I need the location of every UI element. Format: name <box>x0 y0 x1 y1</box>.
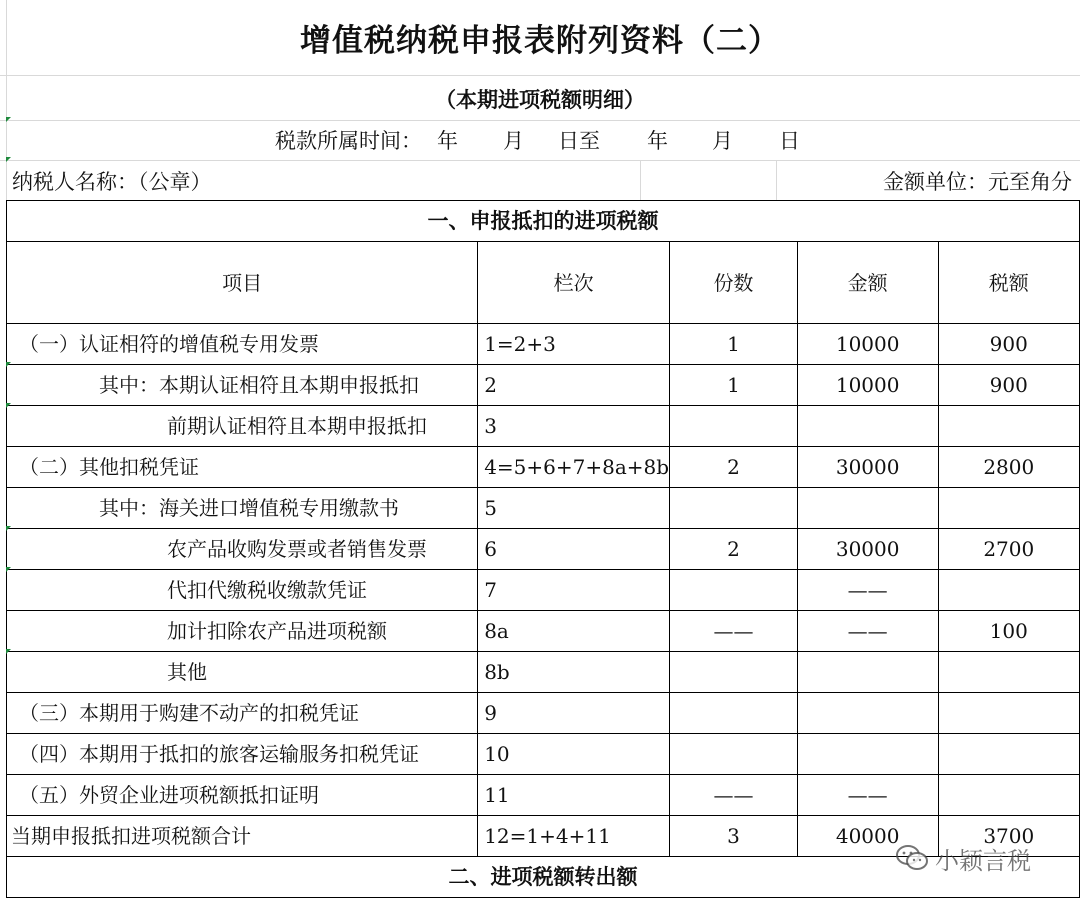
header-amount: 金额 <box>797 242 938 324</box>
row-line: 2 <box>478 365 670 406</box>
row-tax: 900 <box>938 365 1079 406</box>
row-tax <box>938 693 1079 734</box>
table-row <box>7 488 1080 529</box>
row-item: 其中：海关进口增值税专用缴款书 <box>7 488 478 529</box>
period-month-1: 月 <box>503 129 524 153</box>
row-line: 6 <box>478 529 670 570</box>
form-title: 增值税纳税申报表附列资料（二） <box>300 23 780 59</box>
row-line: 4=5+6+7+8a+8b <box>478 447 670 488</box>
watermark <box>895 840 1031 876</box>
row-line: 1=2+3 <box>478 324 670 365</box>
row-tax <box>938 488 1079 529</box>
row-amount: 30000 <box>797 447 938 488</box>
row-count: —— <box>670 775 798 816</box>
row-item: 其中：本期认证相符且本期申报抵扣 <box>7 365 478 406</box>
form-subtitle: （本期进项税额明细） <box>435 87 645 112</box>
row-count <box>670 488 798 529</box>
row-tax <box>938 734 1079 775</box>
period-year-1: 年 <box>437 129 458 153</box>
row-line: 8a <box>478 611 670 652</box>
row-amount: 10000 <box>797 365 938 406</box>
row-count <box>670 693 798 734</box>
row-line: 8b <box>478 652 670 693</box>
column-header-row <box>7 242 1080 324</box>
row-item: 前期认证相符且本期申报抵扣 <box>7 406 478 447</box>
row-amount: —— <box>797 611 938 652</box>
wechat-icon <box>895 844 929 872</box>
row-amount: 10000 <box>797 324 938 365</box>
row-item: （二）其他扣税凭证 <box>7 447 478 488</box>
row-count <box>670 652 798 693</box>
input-tax-table <box>6 200 1080 898</box>
row-amount <box>797 488 938 529</box>
period-day-to: 日至 <box>558 129 600 153</box>
period-label: 税款所属时间： <box>275 129 422 153</box>
table-row <box>7 324 1080 365</box>
row-count: 3 <box>670 816 798 857</box>
row-count: 2 <box>670 529 798 570</box>
header-tax: 税额 <box>938 242 1079 324</box>
row-amount: —— <box>797 775 938 816</box>
table-row <box>7 693 1080 734</box>
row-amount: 40000 <box>797 816 938 857</box>
row-count <box>670 734 798 775</box>
row-amount <box>797 693 938 734</box>
row-tax <box>938 406 1079 447</box>
row-count: 1 <box>670 365 798 406</box>
row-count: 1 <box>670 324 798 365</box>
watermark-text: 小颖言税 <box>935 846 1031 875</box>
row-item: 代扣代缴税收缴款凭证 <box>7 570 478 611</box>
row-item: 其他 <box>7 652 478 693</box>
row-count: —— <box>670 611 798 652</box>
table-row <box>7 365 1080 406</box>
row-amount <box>797 652 938 693</box>
header-line: 栏次 <box>478 242 670 324</box>
table-row <box>7 570 1080 611</box>
table-row <box>7 406 1080 447</box>
row-item: 加计扣除农产品进项税额 <box>7 611 478 652</box>
row-tax: 900 <box>938 324 1079 365</box>
row-tax: 2800 <box>938 447 1079 488</box>
row-count <box>670 570 798 611</box>
header-item: 项目 <box>7 242 478 324</box>
row-tax <box>938 652 1079 693</box>
period-day-2: 日 <box>779 129 800 153</box>
header-count: 份数 <box>670 242 798 324</box>
table-row <box>7 611 1080 652</box>
row-line: 10 <box>478 734 670 775</box>
row-line: 5 <box>478 488 670 529</box>
row-line: 12=1+4+11 <box>478 816 670 857</box>
table-row <box>7 775 1080 816</box>
row-tax: 3700 <box>938 816 1079 857</box>
row-amount <box>797 406 938 447</box>
period-month-2: 月 <box>712 129 733 153</box>
table-row <box>7 447 1080 488</box>
row-item: 农产品收购发票或者销售发票 <box>7 529 478 570</box>
row-line: 9 <box>478 693 670 734</box>
row-line: 11 <box>478 775 670 816</box>
section-2-title: 二、进项税额转出额 <box>7 857 1080 898</box>
row-item: 当期申报抵扣进项税额合计 <box>7 816 478 857</box>
amount-unit-label: 金额单位：元至角分 <box>883 170 1072 194</box>
table-row <box>7 734 1080 775</box>
row-line: 7 <box>478 570 670 611</box>
row-tax <box>938 570 1079 611</box>
table-row <box>7 529 1080 570</box>
row-line: 3 <box>478 406 670 447</box>
row-amount: 30000 <box>797 529 938 570</box>
row-count <box>670 406 798 447</box>
table-row <box>7 652 1080 693</box>
period-year-2: 年 <box>647 129 668 153</box>
row-count: 2 <box>670 447 798 488</box>
row-tax: 2700 <box>938 529 1079 570</box>
row-item: （三）本期用于购建不动产的扣税凭证 <box>7 693 478 734</box>
section-1-title: 一、申报抵扣的进项税额 <box>7 201 1080 242</box>
taxpayer-name-label: 纳税人名称：（公章） <box>12 170 212 194</box>
row-item: （四）本期用于抵扣的旅客运输服务扣税凭证 <box>7 734 478 775</box>
section-header-row <box>7 201 1080 242</box>
row-tax: 100 <box>938 611 1079 652</box>
row-amount <box>797 734 938 775</box>
row-amount: —— <box>797 570 938 611</box>
row-item: （五）外贸企业进项税额抵扣证明 <box>7 775 478 816</box>
row-item: （一）认证相符的增值税专用发票 <box>7 324 478 365</box>
row-tax <box>938 775 1079 816</box>
